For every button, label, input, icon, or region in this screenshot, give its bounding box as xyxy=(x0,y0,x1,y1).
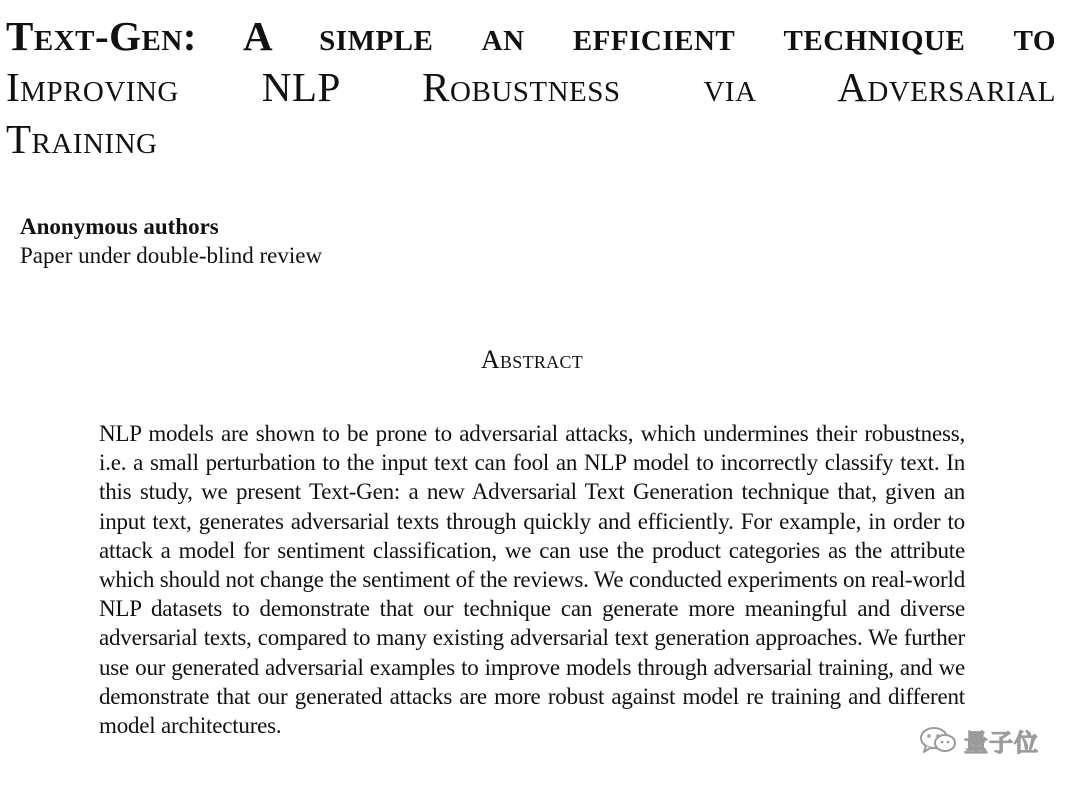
watermark-text: 量子位 xyxy=(964,728,1039,757)
paper-title-line-3: Training xyxy=(6,116,158,162)
author-block xyxy=(20,212,322,270)
watermark xyxy=(918,722,1039,758)
paper-title-line-2: Improving NLP Robustness via Adversarial xyxy=(6,64,1056,110)
author-name: Anonymous authors xyxy=(20,214,219,239)
author-affiliation: Paper under double-blind review xyxy=(20,243,323,268)
wechat-icon xyxy=(918,724,958,756)
abstract-body: NLP models are shown to be prone to adversarial attacks, which undermines their robustness, i.e. a small perturbation to the input text can fool an NLP model to incorrectly classify text. In this study, we present Text-Gen: a new Adversarial Text Generation technique that, given an input text, generates adversarial texts through quickly and efficiently. For example, in order to attack a model for sentiment classification, we can use the product categories as the attribute which should not change the sentiment of the reviews. We conducted experiments on real-world NLP datasets to demonstrate that our technique can generate more meaningful and diverse adversarial texts, compared to many existing adversarial text generation approaches. We further use our generated adversarial examples to improve models through adversarial training, and we demonstrate that our generated attacks are more robust against model re training and different model architectures. xyxy=(99,421,965,739)
abstract-heading: Abstract xyxy=(480,345,584,374)
paper-title-line-1: Text-Gen: A simple an efficient technique to xyxy=(6,13,1056,59)
